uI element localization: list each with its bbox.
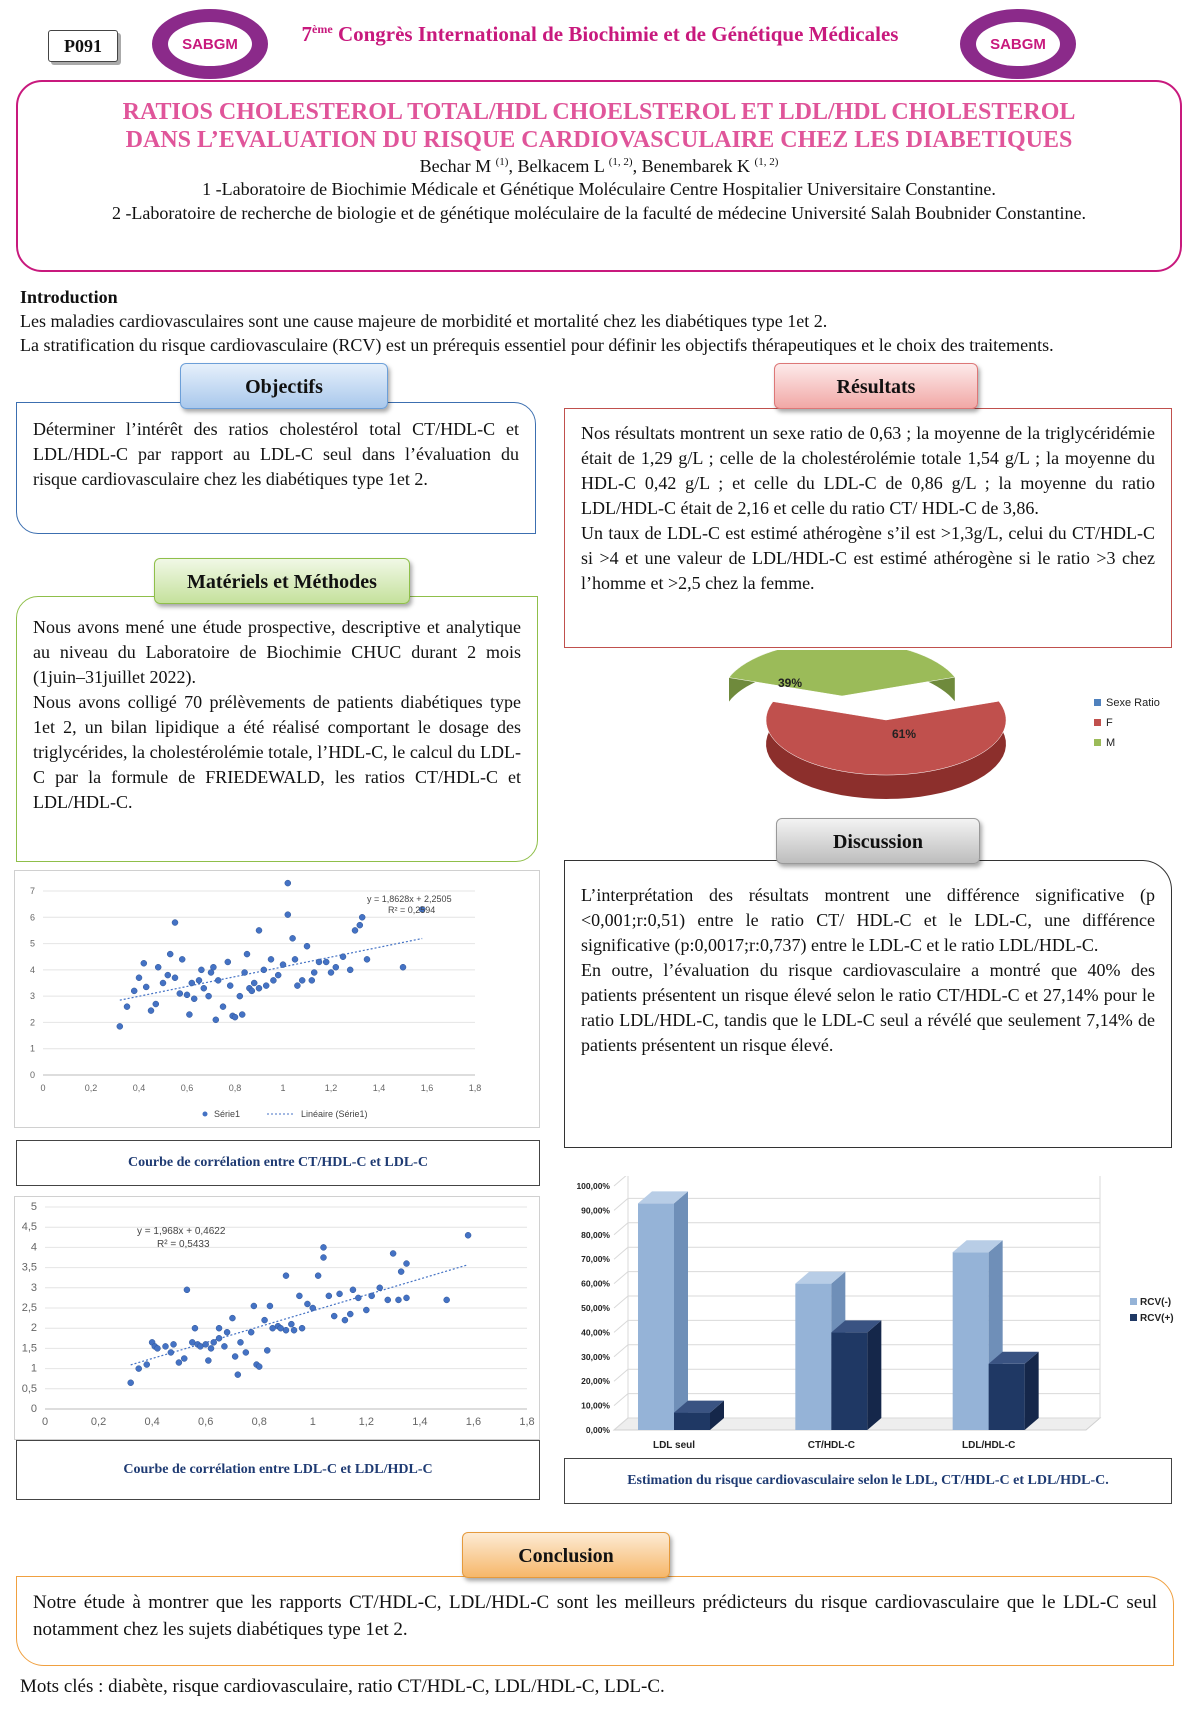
x-tick-label: 0,4 (144, 1416, 160, 1428)
scatter-point (304, 943, 310, 949)
scatter-point (117, 1023, 123, 1029)
bar-category-label: LDL/HDL-C (962, 1440, 1016, 1451)
bar-gridline-depth (614, 1345, 628, 1357)
pie-legend-1: F (1106, 717, 1113, 729)
discussion-p2: En outre, l’évaluation du risque cardiovasculaire a montré que 40% des patients présentent un risque élevé selon le ratio CT/HDL-C et 27,14% pour le ratio LDL/HDL-C, tandis que le LDL-C seul a révélé que seulement 7,14% de patients présentent un risque élevé. (581, 960, 1155, 1055)
scatter-point (232, 1014, 238, 1020)
scatter-point (261, 967, 267, 973)
scatter-point (323, 959, 329, 965)
scatter-point (304, 1301, 310, 1307)
y-tick-label: 2 (30, 1322, 37, 1335)
x-tick-label: 0,8 (228, 1083, 242, 1093)
x-tick-label: 1 (309, 1416, 316, 1428)
bar-RCV(+)-side (867, 1320, 881, 1430)
scatter-point (465, 1232, 471, 1238)
scatter-point (256, 985, 262, 991)
scatter-point (160, 980, 166, 986)
scatter-point (181, 1356, 187, 1362)
authors: Bechar M $^{(1)}$, Belkacem L $^{(1, 2)}$, Benembarek K $^{(1, 2)}$ (419, 156, 779, 176)
resultats-heading: Résultats (774, 363, 978, 409)
scatter-point (251, 1303, 257, 1309)
scatter-point (171, 1341, 177, 1347)
scatter-point (124, 1004, 130, 1010)
scatter-point (143, 984, 149, 990)
scatter-point (350, 1287, 356, 1293)
bar-gridline-depth (614, 1296, 628, 1308)
scatter-point (294, 983, 300, 989)
bar-category-label: CT/HDL-C (807, 1440, 855, 1451)
scatter-point (283, 1327, 289, 1333)
legend-marker-sexe-ratio (1094, 699, 1101, 706)
discussion-heading: Discussion (776, 818, 980, 864)
scatter-point (144, 1362, 150, 1368)
pie-legend (1094, 697, 1160, 749)
introduction-p2: La stratification du risque cardiovasculaire (RCV) est un prérequis essentiel pour définir les objectifs thérapeutiques et le choix des traitements. (20, 335, 1054, 355)
scatter-point (189, 1339, 195, 1345)
bar-y-tick: 10,00% (581, 1400, 610, 1411)
scatter-point (206, 993, 212, 999)
scatter-point (131, 988, 137, 994)
scatter-point (364, 956, 370, 962)
scatter-point (237, 1339, 243, 1345)
scatter1-legend-trend: Linéaire (Série1) (301, 1109, 368, 1119)
y-tick-label: 3 (29, 991, 35, 1002)
y-tick-label: 4 (29, 964, 35, 975)
scatter1-legend-series: Série1 (214, 1109, 241, 1119)
scatter-point (283, 1273, 289, 1279)
scatter-point (197, 1343, 203, 1349)
scatter-point (235, 1372, 241, 1378)
scatter-point (278, 1325, 284, 1331)
scatter-point (191, 996, 197, 1002)
bar-RCV(-)-side (674, 1191, 688, 1430)
x-tick-label: 0 (40, 1083, 46, 1093)
bar-y-tick: 100,00% (576, 1181, 610, 1191)
scatter-point (340, 954, 346, 960)
y-tick-label: 1 (30, 1362, 37, 1375)
bar-y-tick: 90,00% (581, 1205, 610, 1216)
methodes-p2: Nous avons colligé 70 prélèvements de patients diabétiques type 1et 2, un bilan lipidique a été réalisé comportant le dosage des triglycérides, la cholestérolémie totale, l’HDL-C, le calcul du LDL-C par la formule de FRIEDEWALD, les ratios CT/HDL-C et LDL/HDL-C. (33, 692, 521, 812)
scatter-point (285, 880, 291, 886)
y-tick-label: 0,5 (21, 1382, 37, 1395)
conclusion-text: Notre étude à montrer que les rapports CT/HDL-C, LDL/HDL-C sont les meilleurs prédicteurs du risque cardiovasculaire que le LDL-C seul notamment chez les sujets diabétiques type 1et 2. (33, 1592, 1157, 1640)
scatter-point (316, 959, 322, 965)
bar-gridline-depth (614, 1223, 628, 1235)
bar-y-tick: 0,00% (585, 1425, 610, 1435)
scatter-point (275, 972, 281, 978)
scatter-point (205, 1358, 211, 1364)
scatter-point (352, 927, 358, 933)
bar-category-label: LDL seul (652, 1440, 696, 1451)
scatter-point (248, 1329, 254, 1335)
conclusion-heading: Conclusion (462, 1532, 670, 1578)
scatter-point (192, 1325, 198, 1331)
scatter-point (347, 1311, 353, 1317)
scatter-point (288, 1321, 294, 1327)
objectifs-box (16, 402, 536, 534)
scatter-point (221, 1343, 227, 1349)
x-tick-label: 0,4 (132, 1083, 146, 1093)
scatter-point (165, 972, 171, 978)
x-tick-label: 0,2 (90, 1416, 107, 1428)
scatter2-chart (15, 1197, 539, 1439)
scatter-point (198, 967, 204, 973)
bar-RCV(+)-front (831, 1332, 867, 1430)
scatter-point (243, 1349, 249, 1355)
bar-RCV(+)-front (674, 1413, 710, 1430)
x-tick-label: 1,2 (358, 1416, 374, 1428)
scatter-point (359, 914, 365, 920)
scatter-point (299, 1325, 305, 1331)
bar-caption: Estimation du risque cardiovasculaire selon le LDL, CT/HDL-C et LDL/HDL-C. (564, 1458, 1172, 1504)
scatter-point (168, 1349, 174, 1355)
methodes-heading: Matériels et Méthodes (154, 558, 410, 604)
scatter-point (237, 993, 243, 999)
y-tick-label: 0 (30, 1403, 37, 1415)
scatter-point (262, 1317, 268, 1323)
scatter-point (251, 980, 257, 986)
scatter-point (215, 977, 221, 983)
bar-y-tick: 70,00% (581, 1254, 610, 1265)
scatter-point (227, 983, 233, 989)
y-tick-label: 2,5 (21, 1302, 37, 1314)
discussion-box (564, 860, 1172, 1148)
scatter-point (148, 1008, 154, 1014)
scatter-point (229, 1315, 235, 1321)
logo-text: SABGM (990, 36, 1046, 53)
scatter-point (213, 1017, 219, 1023)
scatter-point (201, 985, 207, 991)
scatter-point (328, 969, 334, 975)
scatter-point (268, 956, 274, 962)
scatter-point (337, 1291, 343, 1297)
scatter-point (264, 1347, 270, 1353)
bar-y-tick: 80,00% (581, 1229, 610, 1240)
pie-legend-2: M (1106, 737, 1116, 749)
sex-ratio-pie-chart (690, 650, 1190, 820)
scatter-point (398, 1269, 404, 1275)
bar-gridline-depth (614, 1247, 628, 1259)
y-tick-label: 4 (30, 1241, 37, 1254)
scatter2-frame (14, 1196, 540, 1440)
poster-id: P091 (48, 30, 118, 62)
scatter-point (320, 1255, 326, 1261)
scatter-point (136, 975, 142, 981)
scatter-point (256, 1364, 262, 1370)
scatter-point (224, 1329, 230, 1335)
bar-legend-1: RCV(+) (1140, 1313, 1174, 1324)
scatter-point (136, 1366, 142, 1372)
bar-gridline-depth (614, 1272, 628, 1284)
bar-y-tick: 60,00% (581, 1278, 610, 1289)
y-tick-label: 7 (29, 886, 35, 896)
y-tick-label: 0 (29, 1070, 35, 1080)
scatter-point (203, 1341, 209, 1347)
sabgm-logo-left (150, 6, 270, 82)
pie-legend-0: Sexe Ratio (1106, 697, 1160, 709)
scatter-point (172, 975, 178, 981)
scatter-point (404, 1295, 410, 1301)
scatter-point (390, 1250, 396, 1256)
scatter-point (141, 960, 147, 966)
pie-label-f: 61% (892, 727, 917, 741)
x-tick-label: 1,8 (519, 1416, 535, 1428)
bar-RCV(-)-front (953, 1252, 989, 1430)
scatter-point (167, 951, 173, 957)
scatter-point (155, 964, 161, 970)
scatter-point (296, 1293, 302, 1299)
rcv-bar-chart (566, 1176, 1186, 1456)
scatter2-equation: y = 1,968x + 0,4622 (137, 1226, 226, 1237)
scatter1-equation: y = 1,8628x + 2,2505 (367, 894, 452, 904)
bar-legend-0: RCV(-) (1140, 1297, 1172, 1308)
x-tick-label: 0 (41, 1416, 49, 1428)
y-tick-label: 1 (29, 1043, 35, 1054)
scatter2-r2: R² = 0,5433 (157, 1239, 210, 1250)
scatter-point (291, 1327, 297, 1333)
legend-marker-f (1094, 719, 1101, 726)
x-tick-label: 1,8 (468, 1083, 482, 1093)
scatter-point (163, 1343, 169, 1349)
scatter-point (315, 1273, 321, 1279)
scatter-point (186, 1012, 192, 1018)
bar-gridline-depth (614, 1369, 628, 1381)
bar-legend-marker-0 (1130, 1298, 1137, 1305)
scatter1-frame (14, 870, 540, 1128)
title-box (16, 80, 1182, 272)
bar-RCV(-)-front (795, 1284, 831, 1430)
scatter-point (216, 1335, 222, 1341)
scatter-point (208, 1345, 214, 1351)
bar-gridline-depth (614, 1198, 628, 1210)
scatter-point (326, 1293, 332, 1299)
scatter-point (320, 1244, 326, 1250)
bar-y-tick: 40,00% (581, 1327, 610, 1338)
keywords: Mots clés : diabète, risque cardiovasculaire, ratio CT/HDL-C, LDL/HDL-C, LDL-C. (20, 1676, 665, 1697)
bar-y-tick: 20,00% (581, 1376, 610, 1387)
y-tick-label: 1,5 (21, 1342, 37, 1355)
conclusion-box (16, 1576, 1174, 1666)
y-tick-label: 4,5 (21, 1221, 37, 1234)
x-tick-label: 0,2 (84, 1083, 98, 1093)
x-tick-label: 0,6 (198, 1416, 214, 1428)
bar-RCV(-)-front (638, 1203, 674, 1430)
scatter-point (270, 977, 276, 983)
scatter1-chart (15, 871, 539, 1127)
resultats-p2: Un taux de LDL-C est estimé athérogène s’il est >1,3g/L, celui du CT/HDL-C si >4 et une valeur de LDL/HDL-C est estimé athérogène si le ratio >3 chez l’homme et >2,5 chez la femme. (581, 523, 1155, 593)
congress-title: 7ème Congrès International de Biochimie et de Génétique Médicales (301, 22, 899, 46)
scatter-point (184, 992, 190, 998)
scatter-point (179, 956, 185, 962)
scatter-point (176, 1360, 182, 1366)
objectifs-text: Déterminer l’intérêt des ratios cholestérol total CT/HDL-C et LDL/HDL-C par rapport au LDL-C seul dans l’évaluation du risque cardiovasculaire chez les diabétiques type 1et 2. (33, 419, 519, 489)
scatter-point (290, 935, 296, 941)
scatter-point (311, 969, 317, 975)
scatter-point (377, 1285, 383, 1291)
scatter-point (172, 920, 178, 926)
pie-slice-m (729, 650, 955, 696)
trendline (120, 938, 422, 1000)
affiliation-2: 2 -Laboratoire de recherche de biologie et de génétique moléculaire de la faculté de médecine Université Salah Boubnider Constantine. (111, 203, 1087, 223)
y-tick-label: 5 (29, 938, 35, 949)
y-tick-label: 6 (29, 912, 35, 923)
methodes-p1: Nous avons mené une étude prospective, descriptive et analytique au niveau du Laboratoire de Biochimie CHUC durant 2 mois (1juin–31juillet 2022). (33, 617, 521, 687)
bar-y-tick: 50,00% (581, 1303, 610, 1313)
scatter-point (285, 912, 291, 918)
trendline (131, 1265, 468, 1365)
x-tick-label: 1,6 (465, 1416, 482, 1428)
discussion-p1: L’interprétation des résultats montrent une différence significative (p <0,001;r:0,51) entre le ratio CT/ HDL-C et le LDL-C, une différence significative (p:0,0017;r:0,737) entre le LDL-C et le ratio LDL/HDL-C. (581, 885, 1155, 955)
methodes-box (16, 596, 538, 862)
scatter-point (153, 1001, 159, 1007)
scatter-point (363, 1307, 369, 1313)
scatter-point (211, 1339, 217, 1345)
scatter-point (177, 991, 183, 997)
legend-marker-m (1094, 739, 1101, 746)
scatter-point (369, 1293, 375, 1299)
scatter-point (249, 988, 255, 994)
scatter-point (196, 977, 202, 983)
scatter-point (310, 1305, 316, 1311)
scatter1-caption: Courbe de corrélation entre CT/HDL-C et LDL-C (16, 1140, 540, 1186)
bar-legend-marker-1 (1130, 1314, 1137, 1321)
introduction-heading: Introduction (20, 287, 118, 307)
scatter-point (189, 980, 195, 986)
sabgm-logo-right (958, 6, 1078, 82)
scatter-point (342, 1317, 348, 1323)
scatter-point (333, 964, 339, 970)
x-tick-label: 1,2 (324, 1083, 338, 1093)
scatter-point (267, 1303, 273, 1309)
x-tick-label: 1,4 (372, 1083, 386, 1093)
logo-text: SABGM (182, 36, 238, 53)
affiliation-1: 1 -Laboratoire de Biochimie Médicale et Génétique Moléculaire Centre Hospitalier Universitaire Constantine. (202, 179, 996, 199)
x-tick-label: 1,6 (420, 1083, 434, 1093)
introduction (20, 285, 1180, 357)
bar-y-tick: 30,00% (581, 1351, 610, 1362)
x-tick-label: 1,4 (412, 1416, 428, 1428)
scatter2-caption: Courbe de corrélation entre LDL-C et LDL/HDL-C (16, 1440, 540, 1500)
pie-label-m: 39% (778, 676, 803, 690)
scatter-point (355, 1295, 361, 1301)
y-tick-label: 5 (30, 1201, 37, 1213)
scatter1-r2: R² = 0,2594 (388, 905, 436, 915)
scatter-point (347, 967, 353, 973)
x-tick-label: 0,6 (180, 1083, 194, 1093)
scatter-point (292, 956, 298, 962)
x-tick-label: 1 (280, 1083, 286, 1093)
y-tick-label: 3,5 (21, 1261, 37, 1274)
y-tick-label: 2 (29, 1017, 35, 1028)
scatter-point (395, 1297, 401, 1303)
bar-RCV(+)-side (1025, 1352, 1039, 1430)
scatter-point (210, 964, 216, 970)
scatter-point (239, 1012, 245, 1018)
objectifs-heading: Objectifs (180, 363, 388, 409)
scatter-point (270, 1325, 276, 1331)
scatter-point (309, 977, 315, 983)
scatter-point (385, 1297, 391, 1303)
scatter-point (331, 1313, 337, 1319)
y-tick-label: 3 (30, 1281, 37, 1294)
x-tick-label: 0,8 (251, 1416, 267, 1428)
scatter-point (242, 969, 248, 975)
scatter-point (357, 922, 363, 928)
scatter-point (263, 983, 269, 989)
scatter-point (404, 1261, 410, 1267)
bar-RCV(+)-front (989, 1364, 1025, 1430)
introduction-p1: Les maladies cardiovasculaires sont une cause majeure de morbidité et mortalité chez les diabétiques type 1et 2. (20, 311, 828, 331)
poster-title: RATIOS CHOLESTEROL TOTAL/HDL CHOELSTEROL ET LDL/HDL CHOLESTEROL DANS L’EVALUATION DU RISQUE CARDIOVASCULAIRE CHEZ LES DIABETIQUES (122, 99, 1076, 153)
scatter-point (154, 1345, 160, 1351)
resultats-p1: Nos résultats montrent un sexe ratio de 0,63 ; la moyenne de la triglycéridémie était de 1,29 g/L ; celle de la cholestérolémie totale 1,54 g/L ; la moyenne du HDL-C 0,42 g/L ; et celle du LDL-C de 0,86 g/L ; la moyenne du ratio LDL/HDL-C était de 2,16 et celle du ratio CT/ HDL-C de 3,86. (581, 423, 1155, 518)
scatter-point (444, 1297, 450, 1303)
scatter-point (220, 1004, 226, 1010)
bar-gridline-depth (614, 1394, 628, 1406)
scatter-point (299, 977, 305, 983)
scatter-point (280, 962, 286, 968)
scatter-point (216, 1325, 222, 1331)
scatter-point (184, 1287, 190, 1293)
bar-gridline-depth (614, 1176, 628, 1186)
scatter1-legend-marker (203, 1112, 208, 1117)
scatter-point (128, 1380, 134, 1386)
scatter-point (400, 964, 406, 970)
bar-gridline-depth (614, 1320, 628, 1332)
scatter-point (256, 927, 262, 933)
scatter-point (244, 951, 250, 957)
resultats-box (564, 408, 1172, 648)
scatter-point (225, 959, 231, 965)
scatter-point (232, 1353, 238, 1359)
